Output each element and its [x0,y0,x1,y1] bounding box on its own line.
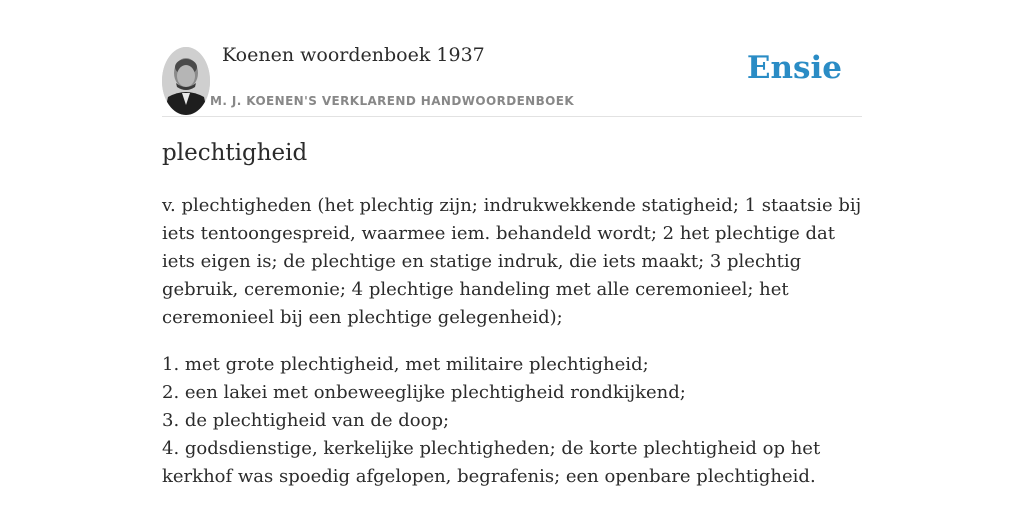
entry-headword: plechtigheid [162,140,308,166]
example-item: 1. met grote plechtigheid, met militaire plechtigheid; [162,354,649,375]
example-item: 2. een lakei met onbeweeglijke plechtigheid rondkijkend; [162,382,686,403]
ensie-logo-link[interactable]: Ensie [746,50,842,86]
dictionary-subtitle: M. J. KOENEN'S VERKLAREND HANDWOORDENBOEK [210,94,575,108]
site-header [162,0,862,117]
author-portrait-icon [162,47,210,115]
example-item: 3. de plechtigheid van de doop; [162,410,450,431]
example-item: 4. godsdienstige, kerkelijke plechtigheden; de korte plechtigheid op het kerkhof was spoedig afgelopen, begrafenis; een openbare plechtigheid. [162,438,821,487]
example-list [162,351,862,491]
entry-definition: v. plechtigheden (het plechtig zijn; indrukwekkende statigheid; 1 staatsie bij iets tentoongespreid, waarmee iem. behandeld wordt; 2 het plechtige dat iets eigen is; de plechtige en statige indruk, die iets maakt; 3 plechtig gebruik, ceremonie; 4 plechtige handeling met alle ceremonieel; het ceremonieel bij een plechtige gelegenheid); [162,195,862,328]
page-container [162,0,862,512]
site-title[interactable]: Koenen woordenboek 1937 [222,44,485,66]
